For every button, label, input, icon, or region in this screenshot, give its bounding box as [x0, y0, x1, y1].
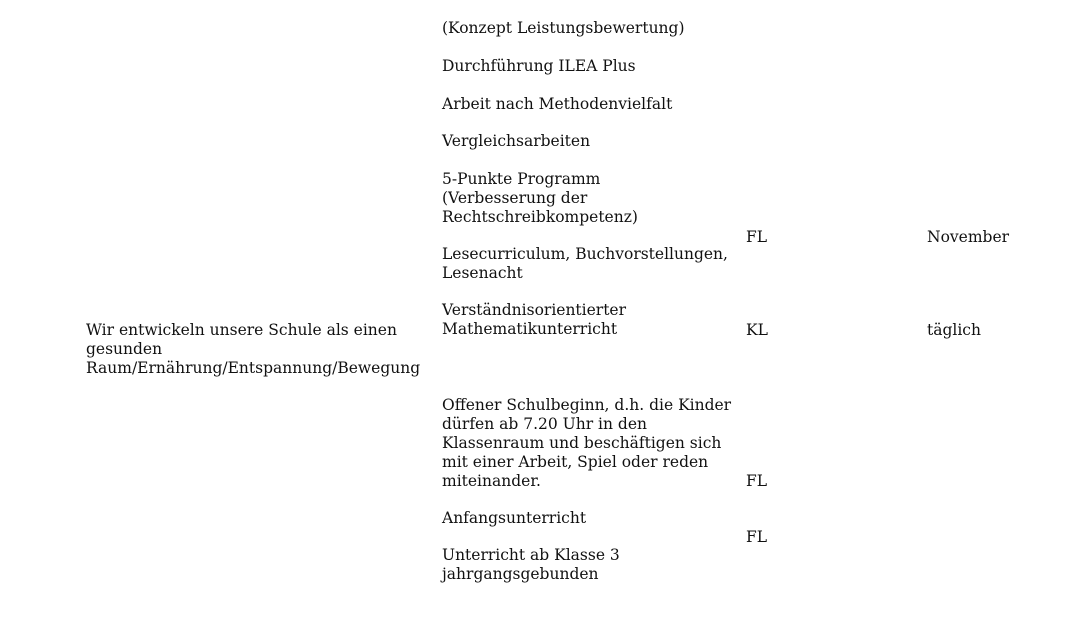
measure-item: Unterricht ab Klasse 3 jahrgangsgebunden [442, 546, 620, 583]
goal-text: Wir entwickeln unsere Schule als einen gesunden Raum/Ernährung/Entspannung/Bewegung [86, 321, 421, 377]
measure-item: Anfangsunterricht [442, 509, 587, 527]
measure-item: Verständnisorientierter Mathematikunterricht [442, 301, 627, 338]
timing-cell: November [927, 228, 1010, 246]
measure-item: Durchführung ILEA Plus [442, 57, 636, 75]
timing-cell: täglich [927, 321, 981, 339]
measure-item: Arbeit nach Methodenvielfalt [442, 95, 673, 113]
responsible-cell: FL [746, 528, 768, 546]
measure-item: Vergleichsarbeiten [442, 132, 591, 150]
responsible-cell: FL [746, 228, 768, 246]
measure-item: 5-Punkte Programm (Verbesserung der Rechtschreibkompetenz) [442, 170, 638, 226]
measure-item: Lesecurriculum, Buchvorstellungen, Lesenacht [442, 245, 728, 282]
responsible-cell: FL [746, 472, 768, 490]
responsible-cell: KL [746, 321, 768, 339]
measure-item: Offener Schulbeginn, d.h. die Kinder dürfen ab 7.20 Uhr in den Klassenraum und beschäftigen sich mit einer Arbeit, Spiel oder reden miteinander. [442, 396, 732, 490]
measure-item: (Konzept Leistungsbewertung) [442, 19, 685, 37]
